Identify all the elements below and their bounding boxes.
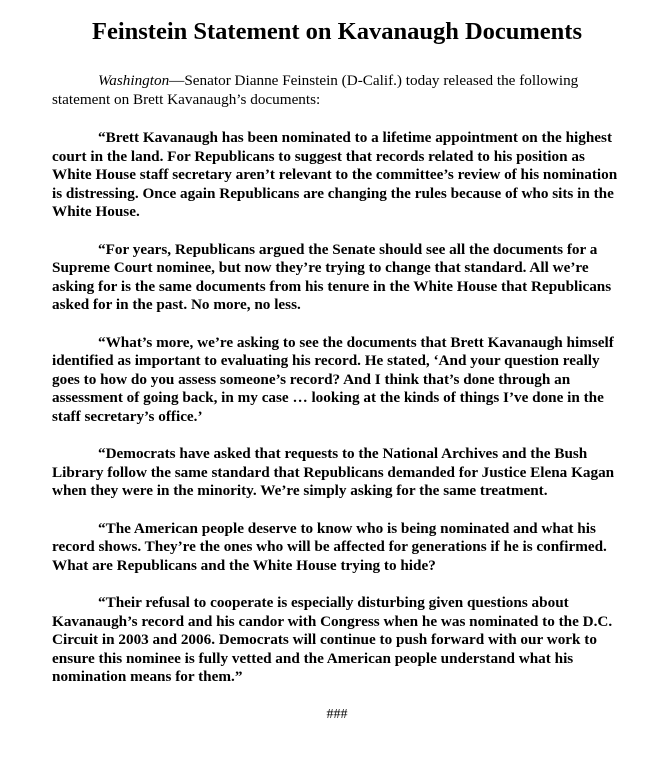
end-mark: ###: [326, 706, 348, 722]
quote-paragraph-5: “The American people deserve to know who is being nominated and what his record shows. They’re the ones who will be affected for generations if he is confirmed. What are Republicans and the White House trying to hide?: [52, 519, 607, 574]
quote-paragraph-3: “What’s more, we’re asking to see the documents that Brett Kavanaugh himself identified as important to evaluating his record. He stated, ‘And your question really goes to how do you assess someone’s record? And I think that’s done through an assessment of going back, in my case … looking at the kinds of things I’ve done in the staff secretary’s office.’: [52, 333, 614, 425]
quote-paragraph-4: “Democrats have asked that requests to the National Archives and the Bush Library follow the same standard that Republicans demanded for Justice Elena Kagan when they were in the minority. We’re simply asking for the same treatment.: [52, 445, 615, 499]
quote-paragraph-6: “Their refusal to cooperate is especially disturbing given questions about Kavanaugh’s record and his candor with Congress when he was nominated to the D.C. Circuit in 2003 and 2006. Democrats will continue to push forward with our work to ensure this nominee is fully vetted and the American people understand what his nomination means for them.”: [52, 594, 613, 685]
dateline: Washington: [98, 72, 170, 89]
lede-paragraph: [52, 72, 622, 109]
quote-paragraph-1: “Brett Kavanaugh has been nominated to a lifetime appointment on the highest court in the land. For Republicans to suggest that records related to his position as White House staff secretary aren’t relevant to the committee’s review of his nomination is distressing. Once again Republicans are changing the rules because of who sits in the White House.: [52, 129, 618, 220]
lede-text: —Senator Dianne Feinstein (D-Calif.) today released the following statement on Brett Kavanaugh’s documents:: [52, 72, 579, 108]
page-title: Feinstein Statement on Kavanaugh Documents: [91, 18, 582, 45]
quote-paragraph-2: “For years, Republicans argued the Senate should see all the documents for a Supreme Court nominee, but now they’re trying to change that standard. All we’re asking for is the same documents from his tenure in the White House that Republicans asked for in the past. No more, no less.: [52, 240, 612, 313]
